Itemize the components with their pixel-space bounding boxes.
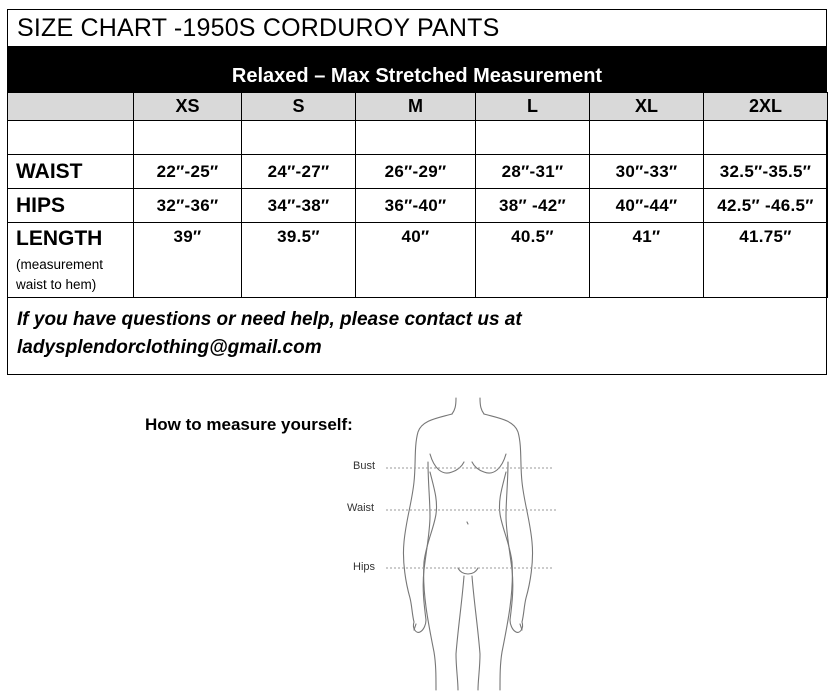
size-header-l: L bbox=[476, 93, 590, 121]
row-label-hips: HIPS bbox=[8, 189, 134, 223]
length-note: (measurement waist to hem) bbox=[16, 257, 104, 292]
contact-email: ladysplendorclothing@gmail.com bbox=[17, 337, 322, 358]
hips-xs: 32″-36″ bbox=[134, 189, 242, 223]
size-table bbox=[7, 92, 828, 298]
length-2xl: 41.75″ bbox=[704, 223, 828, 298]
header-empty-cell bbox=[8, 93, 134, 121]
table-row-hips bbox=[8, 189, 828, 223]
length-xl: 41″ bbox=[590, 223, 704, 298]
length-l: 40.5″ bbox=[476, 223, 590, 298]
row-label-length: LENGTH (measurement waist to hem) bbox=[8, 223, 134, 298]
size-header-m: M bbox=[356, 93, 476, 121]
length-m: 40″ bbox=[356, 223, 476, 298]
hips-m: 36″-40″ bbox=[356, 189, 476, 223]
waist-l: 28″-31″ bbox=[476, 155, 590, 189]
hips-l: 38″ -42″ bbox=[476, 189, 590, 223]
chart-title: SIZE CHART -1950S CORDUROY PANTS bbox=[8, 10, 826, 47]
waist-label: Waist bbox=[347, 502, 375, 514]
measurement-banner: Relaxed – Max Stretched Measurement bbox=[8, 47, 826, 92]
waist-xs: 22″-25″ bbox=[134, 155, 242, 189]
contact-line: If you have questions or need help, please contact us at bbox=[17, 309, 522, 330]
bust-label: Bust bbox=[353, 460, 376, 472]
contact-note bbox=[8, 298, 826, 362]
size-header-2xl: 2XL bbox=[704, 93, 828, 121]
size-chart bbox=[7, 9, 827, 375]
waist-2xl: 32.5″-35.5″ bbox=[704, 155, 828, 189]
hips-label: Hips bbox=[353, 561, 376, 573]
size-header-xl: XL bbox=[590, 93, 704, 121]
waist-m: 26″-29″ bbox=[356, 155, 476, 189]
row-label-waist: WAIST bbox=[8, 155, 134, 189]
measure-heading: How to measure yourself: bbox=[145, 415, 353, 434]
hips-s: 34″-38″ bbox=[242, 189, 356, 223]
waist-s: 24″-27″ bbox=[242, 155, 356, 189]
length-s: 39.5″ bbox=[242, 223, 356, 298]
hips-xl: 40″-44″ bbox=[590, 189, 704, 223]
table-header-row bbox=[8, 93, 828, 121]
size-header-s: S bbox=[242, 93, 356, 121]
waist-xl: 30″-33″ bbox=[590, 155, 704, 189]
table-row-waist bbox=[8, 155, 828, 189]
table-row-length bbox=[8, 223, 828, 298]
blank-row bbox=[8, 121, 828, 155]
body-figure bbox=[330, 392, 570, 692]
hips-2xl: 42.5″ -46.5″ bbox=[704, 189, 828, 223]
size-header-xs: XS bbox=[134, 93, 242, 121]
body-outline-icon bbox=[330, 392, 570, 692]
length-xs: 39″ bbox=[134, 223, 242, 298]
